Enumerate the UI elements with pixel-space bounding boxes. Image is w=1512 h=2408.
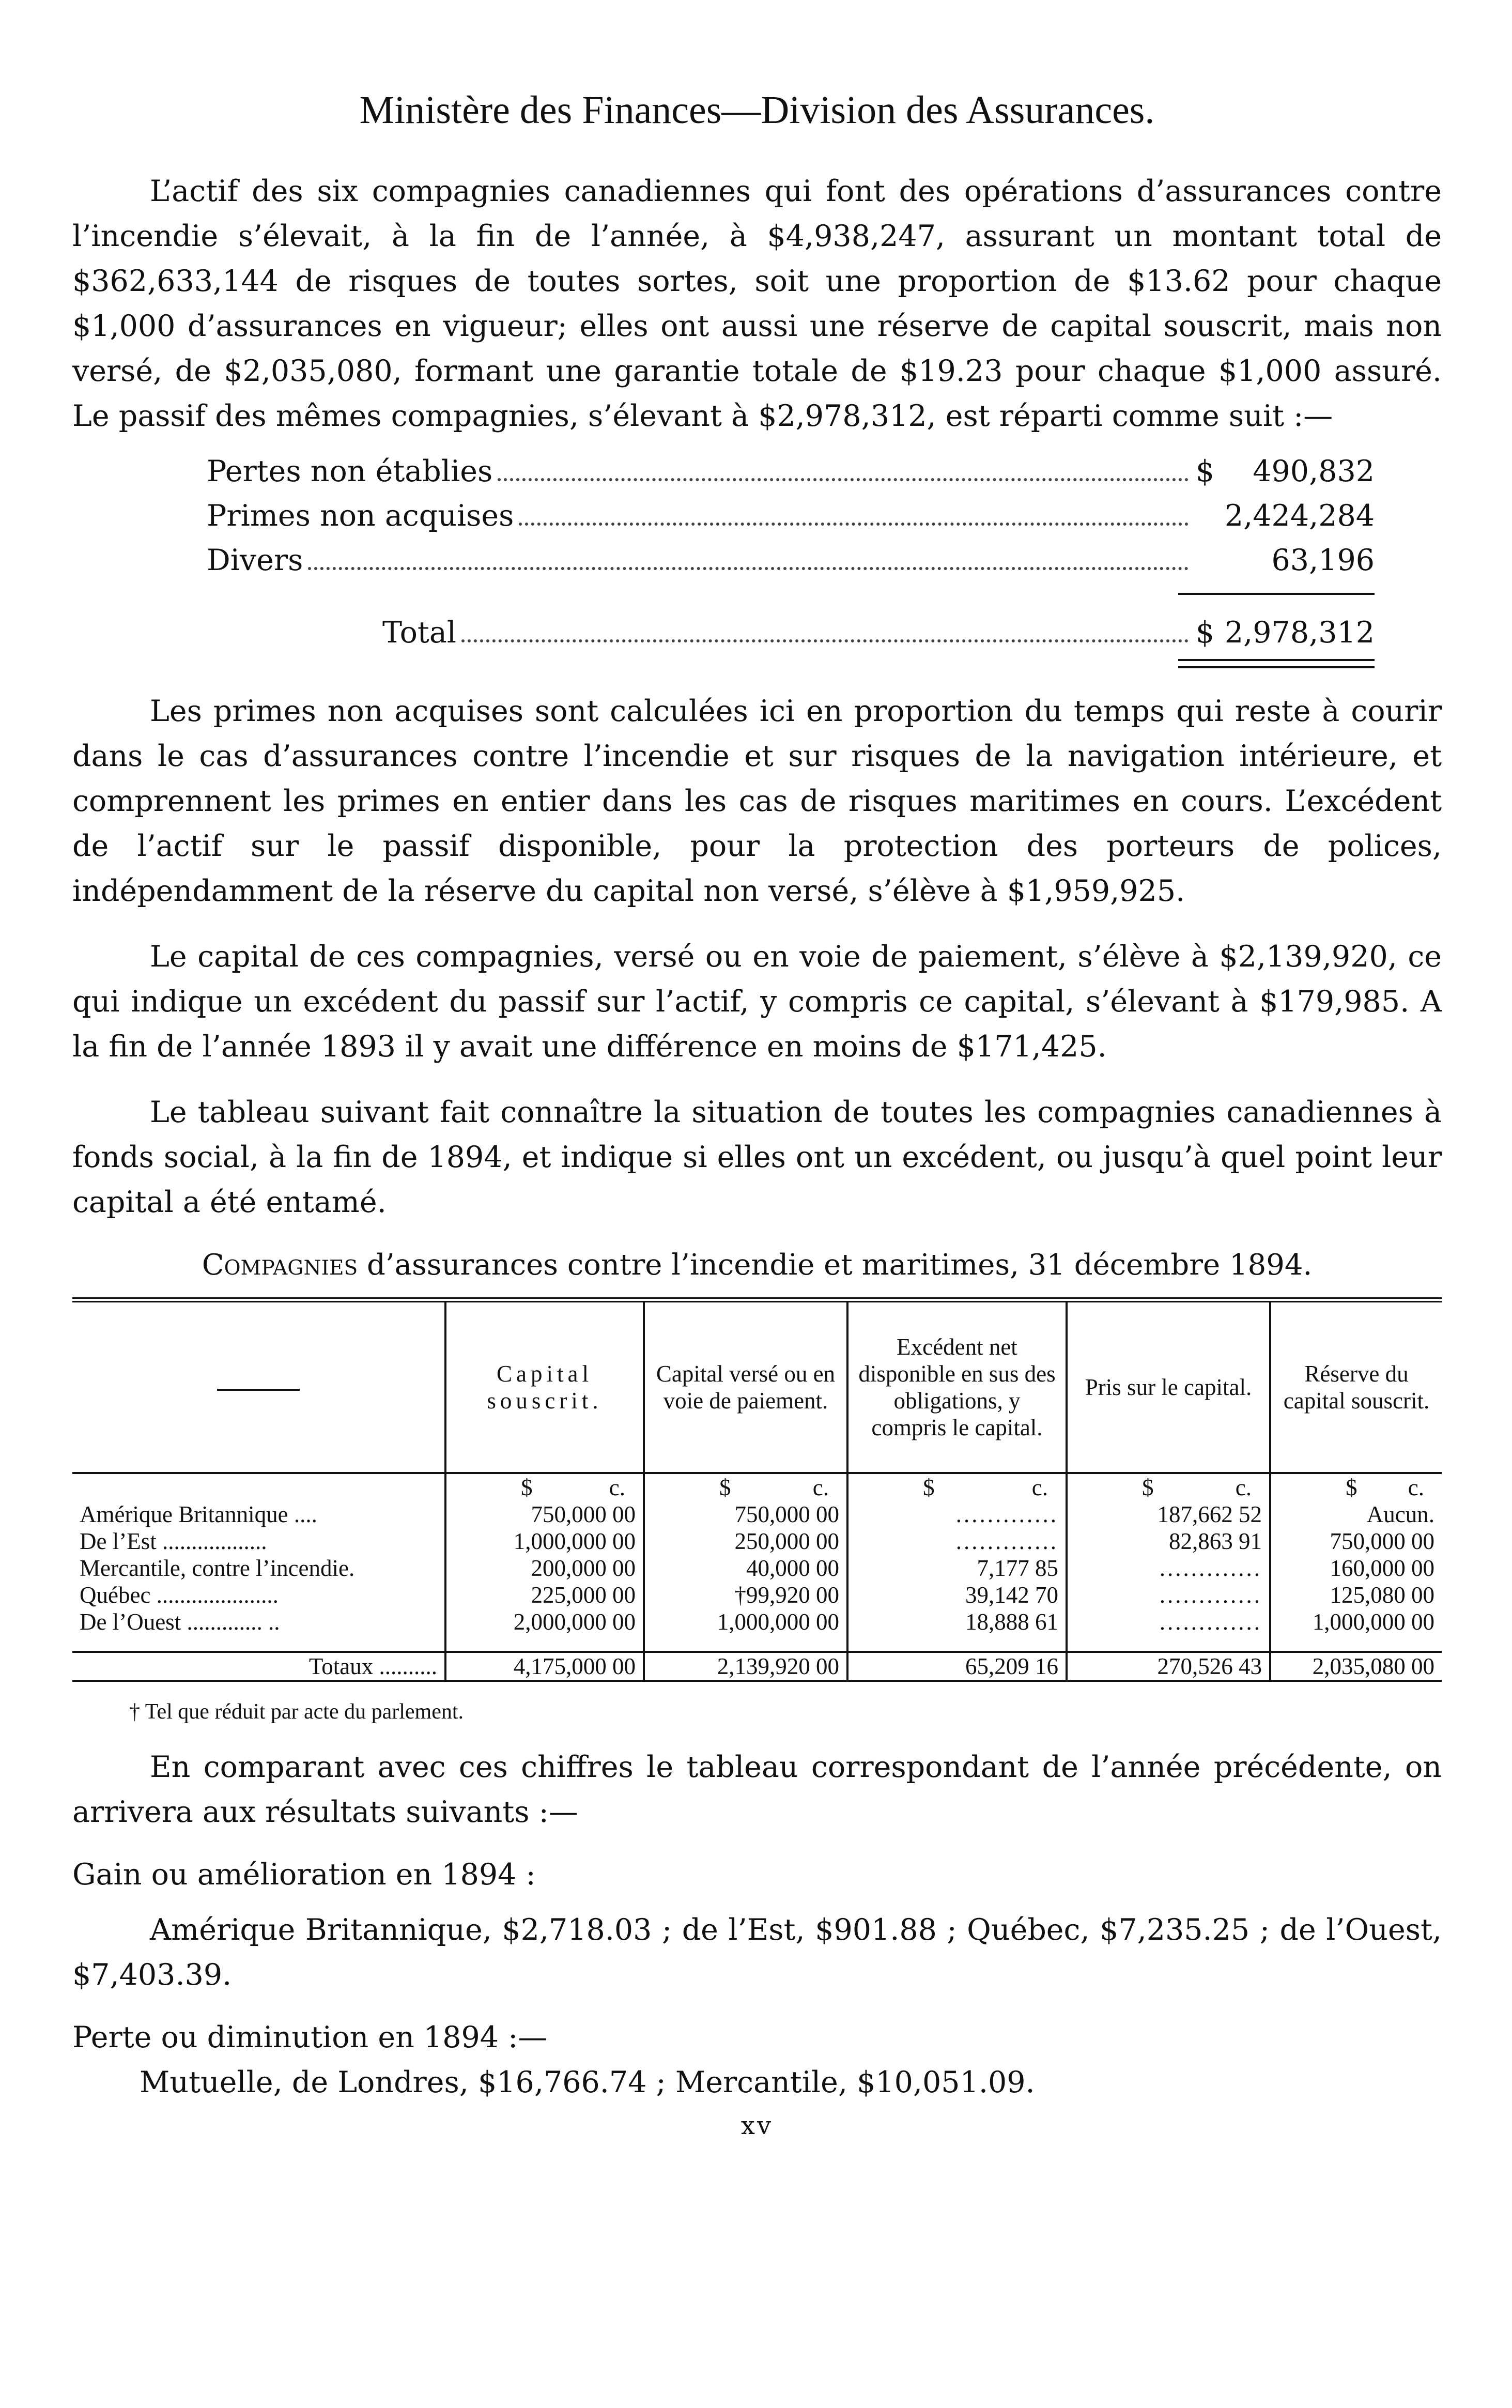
capital-verse: 40,000 00 [644,1555,847,1582]
reserve-capital: 125,080 00 [1270,1582,1442,1608]
gain-text: Amérique Britannique, $2,718.03 ; de l’Est, $901.88 ; Québec, $7,235.25 ; de l’Ouest, $7,403.39. [72,1913,1442,1992]
total-pris-sur-capital: 270,526 43 [1067,1652,1270,1681]
reserve-capital: 750,000 00 [1270,1528,1442,1555]
company-name: Mercantile, contre l’incendie. [80,1555,355,1581]
capital-verse: 750,000 00 [644,1501,847,1528]
table-row [72,1528,1442,1555]
liability-label: Divers [207,543,303,577]
document-page [72,78,1442,2140]
units-row [72,1473,1442,1501]
capital-souscrit: 2,000,000 00 [445,1608,644,1652]
total-reserve-capital: 2,035,080 00 [1270,1652,1442,1681]
table-header-row [72,1300,1442,1473]
reserve-capital: 160,000 00 [1270,1555,1442,1582]
dot-leader [308,567,1189,570]
liability-amount: 490,832 [1253,454,1375,488]
reserve-capital: 1,000,000 00 [1270,1608,1442,1652]
paragraph-table-intro: Le tableau suivant fait connaître la situation de toutes les compagnies canadiennes à fonds social, à la fin de 1894, et indique si elles ont un excédent, ou jusqu’à quel point leur capital a été entamé. [72,1095,1442,1219]
liability-amount: 63,196 [1271,543,1375,577]
capital-verse: 1,000,000 00 [644,1608,847,1652]
dot-leader [519,523,1189,526]
liability-total-currency: $ [1195,616,1214,650]
pris-sur-capital: ............. [1067,1582,1270,1608]
paragraph-premiums: Les primes non acquises sont calculées ici en proportion du temps qui reste à courir dans le cas d’assurances contre l’incendie et sur risques de la navigation intérieure, et comprennent les primes en entier dans les cas de risques maritimes en cours. L’excédent de l’actif sur le passif disponible, pour la protection des porteurs de polices, indépendamment de la réserve du capital non versé, s’élève à $1,959,925. [72,694,1442,908]
page-title: Ministère des Finances—Division des Assurances. [359,88,1155,132]
gain-heading: Gain ou amélioration en 1894 : [72,1858,536,1892]
loss-text: Mutuelle, de Londres, $16,766.74 ; Mercantile, $10,051.09. [140,2065,1035,2099]
table-row [72,1555,1442,1582]
caption-rest: d’assurances contre l’incendie et maritimes, 31 décembre 1894. [358,1248,1313,1282]
company-name: De l’Est .................. [80,1528,267,1554]
paragraph-assets: L’actif des six compagnies canadiennes qui font des opérations d’assurances contre l’incendie s’élevait, à la fin de l’année, à $4,938,247, assurant un montant total de $362,633,144 de risques de toutes sortes, soit une proportion de $13.62 pour chaque $1,000 d’assurances en vigueur; elles ont aussi une réserve de capital souscrit, mais non versé, de $2,035,080, formant une garantie totale de $19.23 pour chaque $1,000 assuré. Le passif des mêmes compagnies, s’élevant à $2,978,312, est réparti comme suit :— [72,174,1442,433]
liability-label: Primes non acquises [207,499,514,533]
companies-table [72,1297,1442,1682]
total-double-rule [1178,659,1375,668]
capital-souscrit: 200,000 00 [445,1555,644,1582]
capital-souscrit: 750,000 00 [445,1501,644,1528]
company-name: Amérique Britannique .... [80,1501,317,1527]
table-caption [72,1248,1442,1282]
capital-verse: †99,920 00 [644,1582,847,1608]
header-pris-sur-capital: Pris sur le capital. [1067,1300,1270,1473]
excedent-net: ............. [847,1528,1067,1555]
liability-label: Pertes non établies [207,454,493,488]
company-name: Québec ..................... [80,1582,279,1608]
header-excedent: Excédent net disponible en sus des obligations, y compris le capital. [847,1300,1067,1473]
liability-total-label: Total [382,616,457,650]
caption-lead: Compagnies [202,1248,358,1282]
loss-heading: Perte ou diminution en 1894 :— [72,2020,548,2054]
pris-sur-capital: 82,863 91 [1067,1528,1270,1555]
capital-souscrit: 225,000 00 [445,1582,644,1608]
header-capital-souscrit: Capital souscrit. [445,1300,644,1473]
liability-total-row [382,610,1375,655]
pris-sur-capital: ............. [1067,1608,1270,1652]
liability-total-amount: 2,978,312 [1224,616,1375,650]
paragraph-comparison: En comparant avec ces chiffres le tableau correspondant de l’année précédente, on arrivera aux résultats suivants :— [72,1750,1442,1829]
sum-rule [1178,593,1375,595]
header-dash [217,1389,300,1391]
capital-souscrit: 1,000,000 00 [445,1528,644,1555]
units-blank [72,1473,445,1501]
table-totals-row [72,1652,1442,1681]
excedent-net: 7,177 85 [847,1555,1067,1582]
liability-row [207,494,1375,538]
units-cell: $ c. [1270,1473,1442,1501]
header-capital-verse: Capital versé ou en voie de paiement. [644,1300,847,1473]
page-number: xv [740,2111,774,2140]
table-row [72,1582,1442,1608]
liability-row [207,538,1375,582]
pris-sur-capital: ............. [1067,1555,1270,1582]
table-row [72,1501,1442,1528]
header-blank [72,1300,445,1473]
units-cell: $ c. [644,1473,847,1501]
capital-verse: 250,000 00 [644,1528,847,1555]
liability-currency: $ [1195,454,1214,488]
pris-sur-capital: 187,662 52 [1067,1501,1270,1528]
totals-label: Totaux .......... [72,1652,445,1681]
table-row [72,1608,1442,1652]
units-cell: $ c. [847,1473,1067,1501]
dot-leader [461,639,1189,642]
excedent-net: 18,888 61 [847,1608,1067,1652]
liabilities-list [207,449,1375,668]
total-excedent-net: 65,209 16 [847,1652,1067,1681]
total-capital-verse: 2,139,920 00 [644,1652,847,1681]
reserve-capital: Aucun. [1270,1501,1442,1528]
total-capital-souscrit: 4,175,000 00 [445,1652,644,1681]
liability-row [207,449,1375,494]
excedent-net: 39,142 70 [847,1582,1067,1608]
paragraph-capital: Le capital de ces compagnies, versé ou en voie de paiement, s’élève à $2,139,920, ce qui indique un excédent du passif sur l’actif, y compris ce capital, s’élevant à $179,985. A la fin de l’année 1893 il y avait une différence en moins de $171,425. [72,940,1442,1064]
header-reserve: Réserve du capital souscrit. [1270,1300,1442,1473]
table-footnote: † Tel que réduit par acte du parlement. [129,1700,464,1724]
excedent-net: ............. [847,1501,1067,1528]
dot-leader [498,478,1189,481]
units-cell: $ c. [445,1473,644,1501]
units-cell: $ c. [1067,1473,1270,1501]
liability-amount: 2,424,284 [1224,499,1375,533]
company-name: De l’Ouest ............. .. [80,1609,280,1635]
